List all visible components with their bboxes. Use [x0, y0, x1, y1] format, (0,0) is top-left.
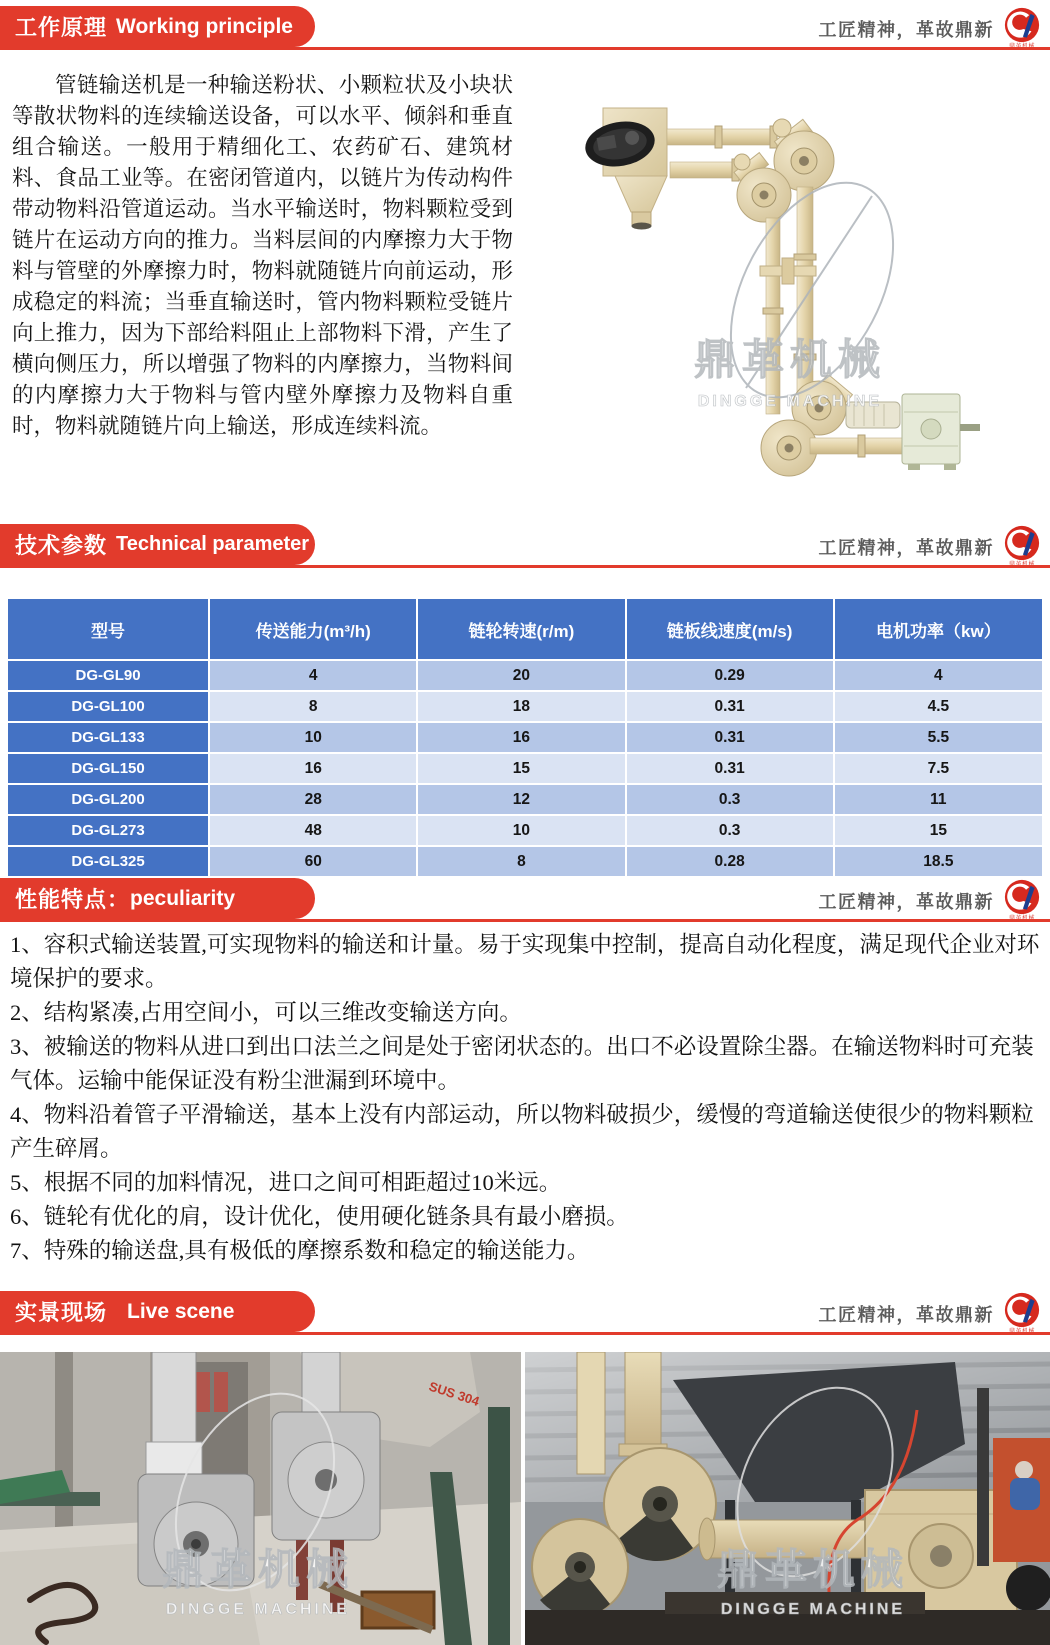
brand-slogan: 工匠精神，革故鼎新 — [818, 891, 994, 912]
cell-chain-speed: 0.3 — [627, 785, 833, 814]
cell-motor-power: 4.5 — [835, 692, 1042, 721]
brand-slogan: 工匠精神，革故鼎新 — [818, 19, 994, 40]
section-header-live-scene — [0, 1291, 1050, 1337]
cell-model: DG-GL273 — [8, 816, 208, 845]
corner-wheel-4 — [761, 420, 817, 476]
cell-motor-power: 7.5 — [835, 754, 1042, 783]
cell-model: DG-GL100 — [8, 692, 208, 721]
section-header-peculiarity — [0, 878, 1050, 924]
brand-slogan: 工匠精神，革故鼎新 — [818, 1304, 994, 1325]
table-row — [8, 692, 1042, 721]
cell-capacity: 4 — [210, 661, 416, 690]
table-row — [8, 816, 1042, 845]
cell-model: DG-GL200 — [8, 785, 208, 814]
cell-model: DG-GL90 — [8, 661, 208, 690]
product-diagram — [520, 58, 1050, 498]
brand-slogan-row — [819, 526, 1041, 567]
section-title-cn: 工作原理 — [15, 15, 108, 40]
cell-chain-speed: 0.31 — [627, 754, 833, 783]
brand-logo — [1004, 1292, 1040, 1335]
brand-slogan: 工匠精神，革故鼎新 — [818, 537, 994, 558]
working-principle-paragraph: 管链输送机是一种输送粉状、小颗粒状及小块状等散状物料的连续输送设备，可以水平、倾斜和垂直组合输送。一般用于精细化工、农药矿石、建筑材料、食品工业等。在密闭管道内，以链片为传动构件带动物料沿管道运动。当水平输送时，物料颗粒受到链片在运动方向的推力。当料层间的内摩擦力大于物料与管壁的外摩擦力时，物料就随链片向前运动，形成稳定的料流；当垂直输送时，管内物料颗粒受链片向上推力，因为下部给料阻止上部物料下滑，产生了横向侧压力，所以增强了物料的内摩擦力，当物料间的内摩擦力大于物料与管内壁外摩擦力及物料自重时，物料就随链片向上输送，形成连续料流。 — [12, 73, 513, 438]
brand-logo-icon — [1004, 1292, 1040, 1328]
pipe-second — [670, 162, 740, 178]
brand-slogan-row — [819, 1293, 1041, 1334]
brand-logo-icon — [1004, 879, 1040, 915]
brand-logo — [1004, 879, 1040, 922]
hopper — [615, 176, 667, 212]
brand-logo-icon — [1004, 7, 1040, 43]
cell-motor-power: 18.5 — [835, 847, 1042, 876]
section-header-technical-parameter — [0, 524, 1050, 570]
table-row — [8, 785, 1042, 814]
table-row — [8, 661, 1042, 690]
feature-list — [10, 928, 1042, 1268]
cell-chain-speed: 0.31 — [627, 723, 833, 752]
cell-capacity: 10 — [210, 723, 416, 752]
cell-chain-speed: 0.31 — [627, 692, 833, 721]
cell-capacity: 48 — [210, 816, 416, 845]
col-header-model: 型号 — [8, 599, 208, 659]
feature-item: 2、结构紧凑,占用空间小，可以三维改变输送方向。 — [10, 1000, 522, 1025]
table-row — [8, 723, 1042, 752]
brand-logo — [1004, 525, 1040, 568]
feature-item: 4、物料沿着管子平滑输送，基本上没有内部运动，所以物料破损少，缓慢的弯道输送使很少的物料颗粒产生碎屑。 — [10, 1102, 1034, 1161]
cell-motor-power: 11 — [835, 785, 1042, 814]
section-header-working-principle — [0, 6, 1050, 52]
section-underline — [0, 565, 1050, 568]
section-title-en: Technical parameter — [116, 533, 310, 555]
outdoor-photo-illustration — [525, 1352, 1050, 1645]
cell-motor-power: 4 — [835, 661, 1042, 690]
photo-label-sus304: SUS 304 — [427, 1378, 482, 1409]
live-scene-photo-right — [525, 1352, 1050, 1645]
section-underline — [0, 1332, 1050, 1335]
cell-chain-speed: 0.28 — [627, 847, 833, 876]
cell-sprocket-speed: 18 — [418, 692, 624, 721]
cell-capacity: 60 — [210, 847, 416, 876]
table-row — [8, 847, 1042, 876]
pipe-vertical-left — [766, 218, 780, 414]
cell-model: DG-GL325 — [8, 847, 208, 876]
cell-sprocket-speed: 15 — [418, 754, 624, 783]
section-title-cn: 技术参数 — [15, 533, 108, 558]
cell-model: DG-GL150 — [8, 754, 208, 783]
cell-sprocket-speed: 12 — [418, 785, 624, 814]
factory-photo-illustration — [0, 1352, 521, 1645]
section-title-en: peculiarity — [130, 886, 236, 910]
col-header-motor-power: 电机功率（kw） — [835, 599, 1042, 659]
section-title-banner — [0, 6, 315, 47]
section-title-banner — [0, 1291, 315, 1332]
col-header-sprocket-speed: 链轮转速(r/m) — [418, 599, 624, 659]
brand-slogan-row — [819, 8, 1041, 49]
photo-watermark-en: DINGGE MACHINE — [165, 1601, 351, 1618]
cell-sprocket-speed: 20 — [418, 661, 624, 690]
feature-item: 3、被输送的物料从进口到出口法兰之间是处于密闭状态的。出口不必设置除尘器。在输送物料时可充装气体。运输中能保证没有粉尘泄漏到环境中。 — [10, 1034, 1034, 1093]
parameter-table — [6, 597, 1044, 878]
photo-watermark-cn: 鼎革机械 — [716, 1546, 910, 1593]
photo-watermark-en: DINGGE MACHINE — [720, 1601, 906, 1618]
cell-capacity: 16 — [210, 754, 416, 783]
section-title-en: Live scene — [127, 1299, 235, 1323]
feature-item: 6、链轮有优化的肩，设计优化，使用硬化链条具有最小磨损。 — [10, 1204, 629, 1229]
cell-sprocket-speed: 10 — [418, 816, 624, 845]
diagram-watermark-en: DINGGE MACHINE — [697, 393, 883, 410]
cell-sprocket-speed: 8 — [418, 847, 624, 876]
diagram-watermark-cn: 鼎革机械 — [693, 336, 887, 383]
feature-item: 7、特殊的输送盘,具有极低的摩擦系数和稳定的输送能力。 — [10, 1238, 590, 1263]
brand-logo-icon — [1004, 525, 1040, 561]
brand-logo — [1004, 7, 1040, 50]
cell-sprocket-speed: 16 — [418, 723, 624, 752]
section-title-cn: 性能特点： — [15, 887, 131, 912]
feature-item: 1、容积式输送装置,可实现物料的输送和计量。易于实现集中控制，提高自动化程度，满足现代企业对环境保护的要求。 — [10, 932, 1040, 991]
live-scene-photo-left — [0, 1352, 521, 1645]
cell-motor-power: 15 — [835, 816, 1042, 845]
cell-capacity: 28 — [210, 785, 416, 814]
section-title-banner — [0, 524, 315, 565]
table-row — [8, 754, 1042, 783]
cell-model: DG-GL133 — [8, 723, 208, 752]
section-underline — [0, 47, 1050, 50]
section-title-banner — [0, 878, 315, 919]
brand-slogan-row — [819, 880, 1041, 921]
table-header-row — [8, 599, 1042, 659]
feature-item: 5、根据不同的加料情况，进口之间可相距超过10米远。 — [10, 1170, 562, 1195]
cell-capacity: 8 — [210, 692, 416, 721]
col-header-chain-speed: 链板线速度(m/s) — [627, 599, 833, 659]
photo-watermark-cn: 鼎革机械 — [161, 1546, 355, 1593]
col-header-capacity: 传送能力(m³/h) — [210, 599, 416, 659]
cell-chain-speed: 0.29 — [627, 661, 833, 690]
section-title-en: Working principle — [116, 14, 293, 38]
section-title-cn: 实景现场 — [15, 1300, 108, 1325]
cell-chain-speed: 0.3 — [627, 816, 833, 845]
section-underline — [0, 919, 1050, 922]
cell-motor-power: 5.5 — [835, 723, 1042, 752]
